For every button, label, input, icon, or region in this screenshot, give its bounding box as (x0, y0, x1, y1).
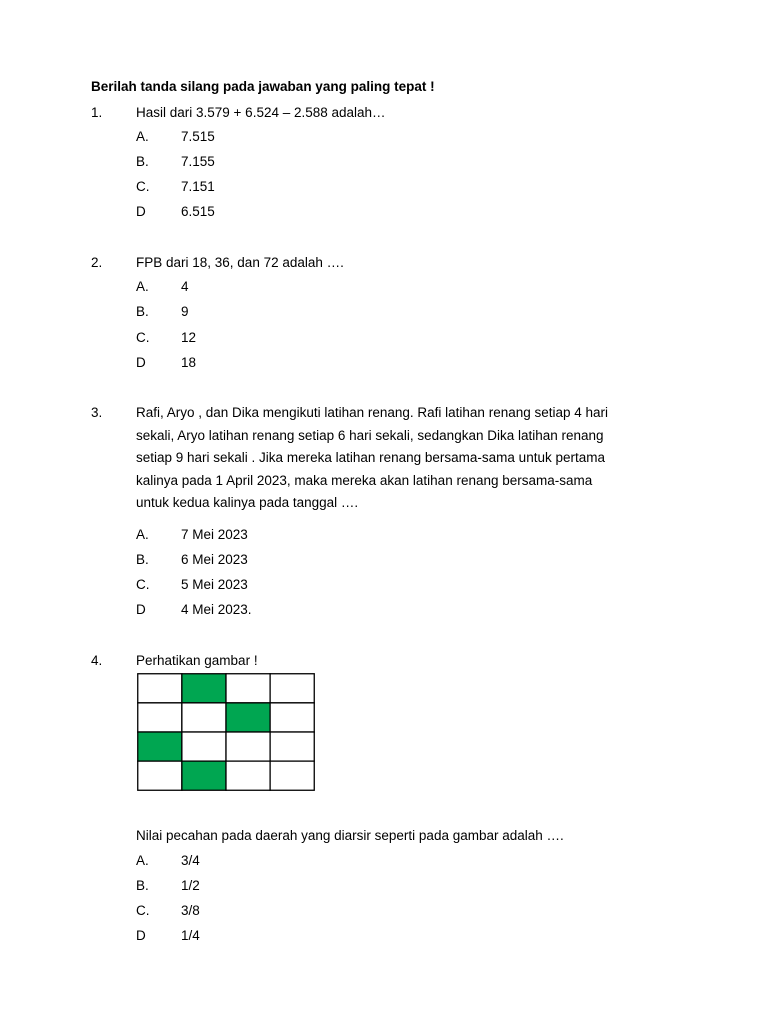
question-4-option-b-letter: B. (136, 878, 149, 893)
question-1-option-a-letter: A. (136, 129, 149, 144)
question-3-line-1: Rafi, Aryo , dan Dika mengikuti latihan renang. Rafi latihan renang setiap 4 hari (136, 405, 609, 420)
grid-cell-shaded (226, 703, 270, 732)
question-3-option-c-value[interactable]: 5 Mei 2023 (181, 577, 248, 592)
question-1-option-c-letter: C. (136, 179, 150, 194)
question-3-line-4: kalinya pada 1 April 2023, maka mereka akan latihan renang bersama-sama (136, 472, 593, 488)
question-1-option-c-value[interactable]: 7.151 (181, 179, 215, 194)
question-4-text: Perhatikan gambar ! (136, 653, 258, 668)
question-2-option-c-letter: C. (136, 330, 150, 345)
grid-cell (226, 674, 270, 703)
question-3-text (136, 402, 676, 515)
question-1-option-d-value[interactable]: 6.515 (181, 204, 215, 219)
grid-cell (226, 732, 270, 761)
question-4-prompt: Nilai pecahan pada daerah yang diarsir seperti pada gambar adalah …. (136, 828, 564, 843)
fraction-grid-figure (137, 673, 315, 791)
grid-cell (270, 703, 314, 732)
question-4-option-d-letter: D (136, 928, 146, 943)
question-3-option-a-value[interactable]: 7 Mei 2023 (181, 527, 248, 542)
instruction-heading: Berilah tanda silang pada jawaban yang paling tepat ! (91, 79, 435, 94)
grid-cell (138, 761, 182, 790)
question-3-line-5: untuk kedua kalinya pada tanggal …. (136, 495, 359, 511)
question-4-option-a-value[interactable]: 3/4 (181, 853, 200, 868)
question-4-number: 4. (91, 653, 103, 668)
question-3-line-3: setiap 9 hari sekali . Jika mereka latihan renang bersama-sama untuk pertama (136, 450, 605, 466)
question-2-option-b-value[interactable]: 9 (181, 304, 189, 319)
question-2-option-a-letter: A. (136, 279, 149, 294)
question-2-option-c-value[interactable]: 12 (181, 330, 197, 345)
question-3-option-a-letter: A. (136, 527, 149, 542)
grid-cell (182, 732, 226, 761)
fraction-grid-svg (137, 673, 315, 791)
question-3-option-b-value[interactable]: 6 Mei 2023 (181, 552, 248, 567)
grid-cell-shaded (182, 674, 226, 703)
question-3-option-d-value[interactable]: 4 Mei 2023. (181, 602, 252, 617)
question-4-option-b-value[interactable]: 1/2 (181, 878, 200, 893)
question-3-option-b-letter: B. (136, 552, 149, 567)
grid-cell (182, 703, 226, 732)
question-4-option-c-value[interactable]: 3/8 (181, 903, 200, 918)
question-1-number: 1. (91, 105, 103, 120)
question-2-option-a-value[interactable]: 4 (181, 279, 189, 294)
question-2-option-d-value[interactable]: 18 (181, 355, 197, 370)
question-1-option-b-letter: B. (136, 154, 149, 169)
question-1-option-a-value[interactable]: 7.515 (181, 129, 215, 144)
question-4-option-d-value[interactable]: 1/4 (181, 928, 200, 943)
grid-cell (270, 674, 314, 703)
question-4-option-c-letter: C. (136, 903, 150, 918)
question-3-option-d-letter: D (136, 602, 146, 617)
question-1-option-b-value[interactable]: 7.155 (181, 154, 215, 169)
grid-cell (138, 703, 182, 732)
grid-cell-shaded (138, 732, 182, 761)
question-3-line-2: sekali, Aryo latihan renang setiap 6 hari sekali, sedangkan Dika latihan renang (136, 427, 604, 443)
question-2-number: 2. (91, 255, 103, 270)
question-1-text: Hasil dari 3.579 + 6.524 – 2.588 adalah… (136, 105, 386, 120)
question-3-number: 3. (91, 405, 103, 420)
question-3-option-c-letter: C. (136, 577, 150, 592)
grid-cell (270, 761, 314, 790)
grid-cell-shaded (182, 761, 226, 790)
grid-cell (226, 761, 270, 790)
question-2-option-b-letter: B. (136, 304, 149, 319)
question-1-option-d-letter: D (136, 204, 146, 219)
question-4-option-a-letter: A. (136, 853, 149, 868)
question-2-text: FPB dari 18, 36, dan 72 adalah …. (136, 255, 344, 270)
grid-cell (138, 674, 182, 703)
question-2-option-d-letter: D (136, 355, 146, 370)
grid-cell (270, 732, 314, 761)
